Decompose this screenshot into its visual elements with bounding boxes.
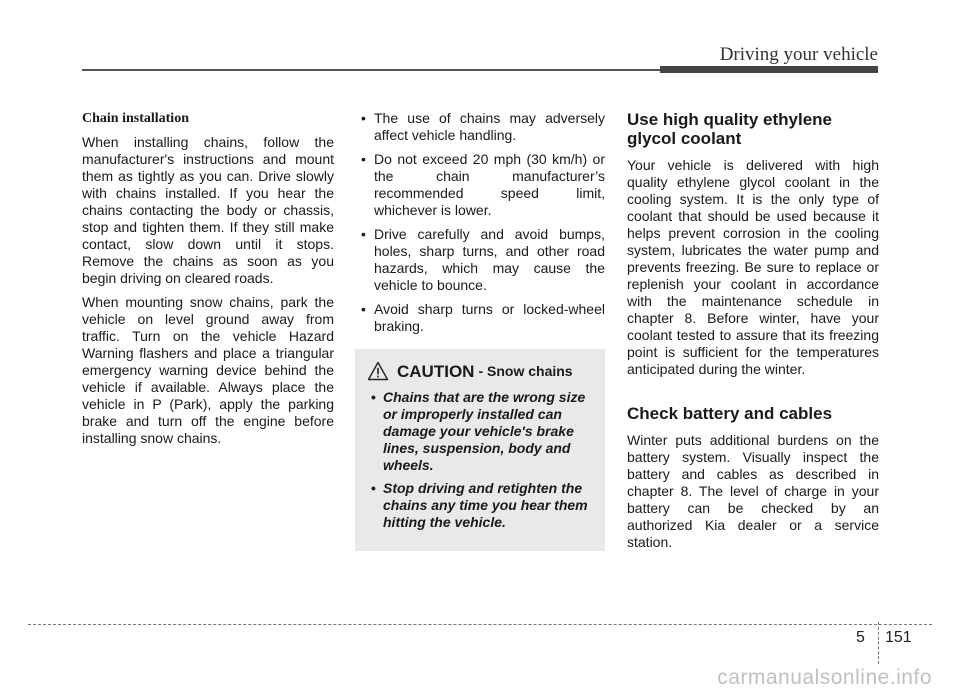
header-rule-accent [660, 66, 878, 73]
column-right [627, 110, 879, 558]
battery-heading: Check battery and cables [627, 404, 833, 423]
footer-rule [28, 624, 932, 625]
watermark: carmanualsonline.info [717, 666, 932, 689]
chain-tips-list [355, 110, 605, 335]
chain-installation-paragraph-2: When mounting snow chains, park the vehicle on level ground away from traffic. Turn on the vehicle Hazard Warning flashers and place a triangular emergency warning device behind the vehicle if available. Always place the vehicle in P (Park), apply the parking brake and turn off the engine before installing snow chains. [82, 294, 334, 446]
caution-label: CAUTION [397, 361, 475, 381]
column-left [82, 110, 334, 454]
page-number-divider [878, 622, 879, 664]
list-item: • Chains that are the wrong size or improperly installed can damage your vehicle's brake lines, suspension, body and wheels. [367, 389, 595, 474]
caution-box [355, 349, 605, 551]
list-item: • Drive carefully and avoid bumps, holes, sharp turns, and other road hazards, which may cause the vehicle to bounce. [355, 226, 605, 294]
coolant-heading: Use high quality ethylene glycol coolant [627, 110, 832, 148]
caution-subtitle: - Snow chains [478, 362, 573, 379]
page-number: 151 [885, 629, 912, 646]
chain-installation-paragraph-1: When installing chains, follow the manufacturer's instructions and mount them as tightly as you can. Drive slowly with chains installed. If you hear the chains contacting the body or chassis, stop and tighten them. If they still make contact, slow down until it stops. Remove the chains as soon as you begin driving on cleared roads. [82, 134, 334, 286]
list-item: • Do not exceed 20 mph (30 km/h) or the chain manufacturer’s recommended speed limit, whichever is lower. [355, 151, 605, 219]
column-middle [355, 110, 605, 551]
caution-list [367, 389, 595, 531]
coolant-paragraph: Your vehicle is delivered with high quality ethylene glycol coolant in the cooling system. It is the only type of coolant that should be used because it helps prevent corrosion in the cooling system, lubricates the water pump and prevents freezing. Be sure to replace or replenish your coolant in accordance with the maintenance schedule in chapter 8. Before winter, have your coolant tested to assure that its freezing point is sufficient for the temperatures anticipated during the winter. [627, 157, 879, 377]
battery-paragraph: Winter puts additional burdens on the battery system. Visually inspect the battery and cables as described in chapter 8. The level of charge in your battery can be checked by an authorized Kia dealer or a service station. [627, 432, 879, 550]
section-header-title: Driving your vehicle [719, 44, 878, 65]
chain-installation-heading: Chain installation [82, 111, 189, 126]
caution-header [367, 361, 595, 381]
warning-triangle-icon [367, 361, 389, 381]
list-item: • Stop driving and retighten the chains any time you hear them hitting the vehicle. [367, 480, 595, 531]
header-rule [82, 69, 660, 71]
chapter-number: 5 [856, 629, 865, 646]
list-item: • Avoid sharp turns or locked-wheel braking. [355, 301, 605, 335]
list-item: • The use of chains may adversely affect vehicle handling. [355, 110, 605, 144]
